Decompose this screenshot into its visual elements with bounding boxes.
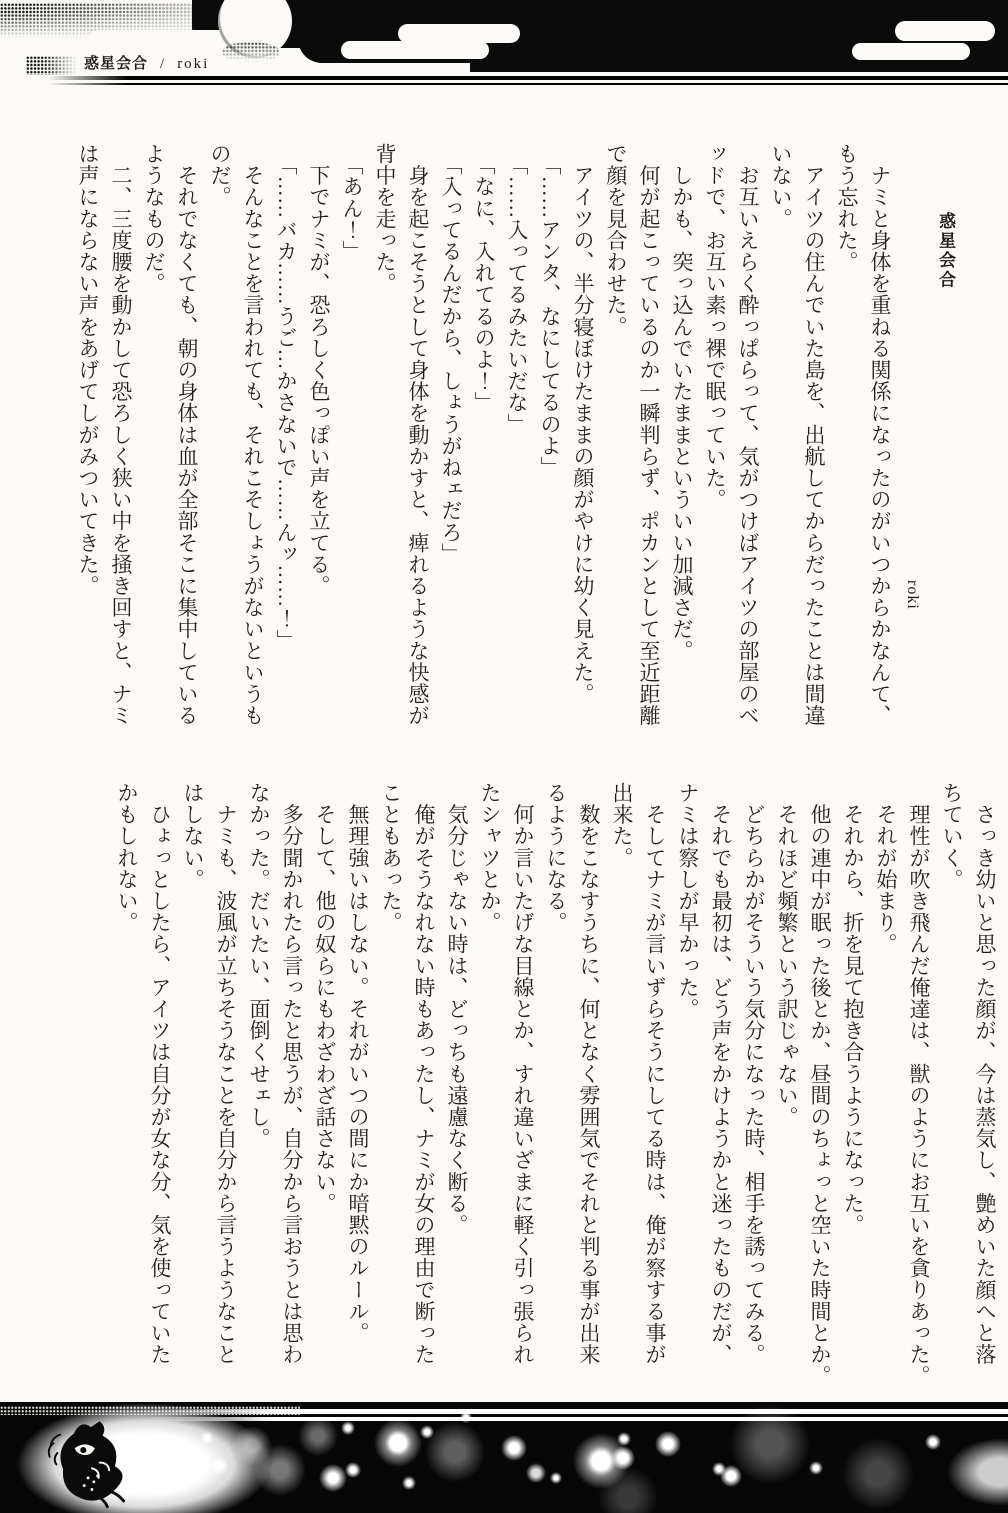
text-column: それほど頻繁という訳じゃない。 xyxy=(775,782,799,1128)
text-column: 出来た。 xyxy=(610,782,634,869)
text-column: 俺がそうなれない時もあったし、ナミが女の理由で断った xyxy=(412,782,436,1366)
text-column: ッドで、お互い素っ裸で眠っていた。 xyxy=(703,143,727,511)
text-column: 「……入ってるみたいだな」 xyxy=(505,143,529,435)
header-caption xyxy=(84,52,209,74)
text-column: 気分じゃない時は、どっちも遠慮なく断る。 xyxy=(445,782,469,1236)
text-column: のだ。 xyxy=(208,143,232,208)
text-column: 「なに、入れてるのよ！」 xyxy=(472,143,496,414)
cloud-cutout xyxy=(895,21,995,41)
creature-illustration xyxy=(42,1418,138,1510)
story-author: roki xyxy=(904,580,921,610)
text-column: アイツの、半分寝ぼけたままの顔がやけに幼く見えた。 xyxy=(571,143,595,705)
text-column: こともあった。 xyxy=(379,782,403,934)
text-column: お互いえらく酔っぱらって、気がつけばアイツの部屋のベ xyxy=(736,143,760,727)
cloud-cutout xyxy=(852,43,970,60)
text-column: 「……アンタ、なにしてるのよ」 xyxy=(538,143,562,479)
cloud-cutout xyxy=(341,41,489,59)
text-column: それでなくても、朝の身体は血が全部そこに集中している xyxy=(175,143,199,727)
text-column: ようなものだ。 xyxy=(142,143,166,295)
text-column: かもしれない。 xyxy=(115,782,139,934)
text-column: それが始まり。 xyxy=(874,782,898,955)
text-column: 多分聞かれたら言ったと思うが、自分から言おうとは思わ xyxy=(280,782,304,1366)
footer-starfield-band xyxy=(0,1402,1008,1513)
text-column: いない。 xyxy=(769,143,793,230)
cloud-cutout xyxy=(88,30,235,52)
text-column: どちらかがそういう気分になった時、相手を誘ってみる。 xyxy=(742,782,766,1366)
text-column: 背中を走った。 xyxy=(373,143,397,295)
text-column: 数をこなすうちに、何となく雰囲気でそれと判る事が出来 xyxy=(577,782,601,1366)
text-column: 何が起こっているのか一瞬判らず、ポカンとして至近距離 xyxy=(637,143,661,727)
text-column: それから、折を見て抱き合うようになった。 xyxy=(841,782,865,1236)
text-column: ナミは察しが早かった。 xyxy=(676,782,700,1020)
text-column: 何か言いたげな目線とか、すれ違いざまに軽く引っ張られ xyxy=(511,782,535,1366)
text-column: そしてナミが言いずらそうにしてる時は、俺が察する事が xyxy=(643,782,667,1366)
header-series-title: 惑星会合 xyxy=(84,56,149,72)
text-column: ナミも、波風が立ちそうなことを自分から言うようなこと xyxy=(214,782,238,1366)
text-column: 下でナミが、恐ろしく色っぽい声を立てる。 xyxy=(307,143,331,597)
text-column: ちていく。 xyxy=(940,782,964,890)
page-header xyxy=(0,0,1008,95)
text-column: それでも最初は、どう声をかけようかと迷ったものだが、 xyxy=(709,782,733,1366)
text-column: 他の連中が眠った後とか、昼間のちょっと空いた時間とか。 xyxy=(808,782,832,1387)
text-column: で顔を見合わせた。 xyxy=(604,143,628,338)
text-column: もう忘れた。 xyxy=(835,143,859,273)
text-column: なかった。だいたい、面倒くせェし。 xyxy=(247,782,271,1150)
text-column: 「……バカ……うご…かさないで……んッ……！」 xyxy=(274,143,298,651)
header-author: roki xyxy=(177,56,210,72)
halftone-chip xyxy=(26,56,80,75)
story-second-block xyxy=(110,782,1001,1394)
header-rule-thick xyxy=(48,76,1008,80)
text-column: 二、三度腰を動かして恐ろしく狭い中を掻き回すと、ナミ xyxy=(109,143,133,727)
text-column: さっき幼いと思った顔が、今は蒸気し、艶めいた顔へと落 xyxy=(973,782,997,1366)
text-column: アイツの住んでいた島を、出航してからだったことは間違 xyxy=(802,143,826,727)
story-opening-block xyxy=(71,143,962,757)
text-column: はしない。 xyxy=(181,782,205,890)
moon-halftone-shading xyxy=(222,42,280,62)
text-column: そして、他の奴らにもわざわざ話さない。 xyxy=(313,782,337,1214)
text-column: 身を起こそうとして身体を動かすと、痺れるような快感が xyxy=(406,143,430,727)
text-column: は声にならない声をあげてしがみついてきた。 xyxy=(76,143,100,597)
text-column: るようになる。 xyxy=(544,782,568,934)
text-column: たシャツとか。 xyxy=(478,782,502,934)
text-column: 無理強いはしない。それがいつの間にか暗黙のルール。 xyxy=(346,782,370,1344)
text-column: 「あん！」 xyxy=(340,143,364,263)
header-separator: / xyxy=(160,56,166,72)
header-rule-thin xyxy=(48,83,1008,85)
text-column: ひょっとしたら、アイツは自分が女な分、気を使っていた xyxy=(148,782,172,1366)
text-column: 理性が吹き飛んだ俺達は、獣のようにお互いを貪りあった。 xyxy=(907,782,931,1387)
text-column: ナミと身体を重ねる関係になったのがいつからかなんて、 xyxy=(868,143,892,727)
story-title: 惑星会合 xyxy=(936,212,955,290)
text-column: 「入ってるんだから、しょうがねェだろ」 xyxy=(439,143,463,565)
text-column: しかも、突っ込んでいたままといういい加減さだ。 xyxy=(670,143,694,662)
text-column: そんなことを言われても、それこそしょうがないというも xyxy=(241,143,265,727)
